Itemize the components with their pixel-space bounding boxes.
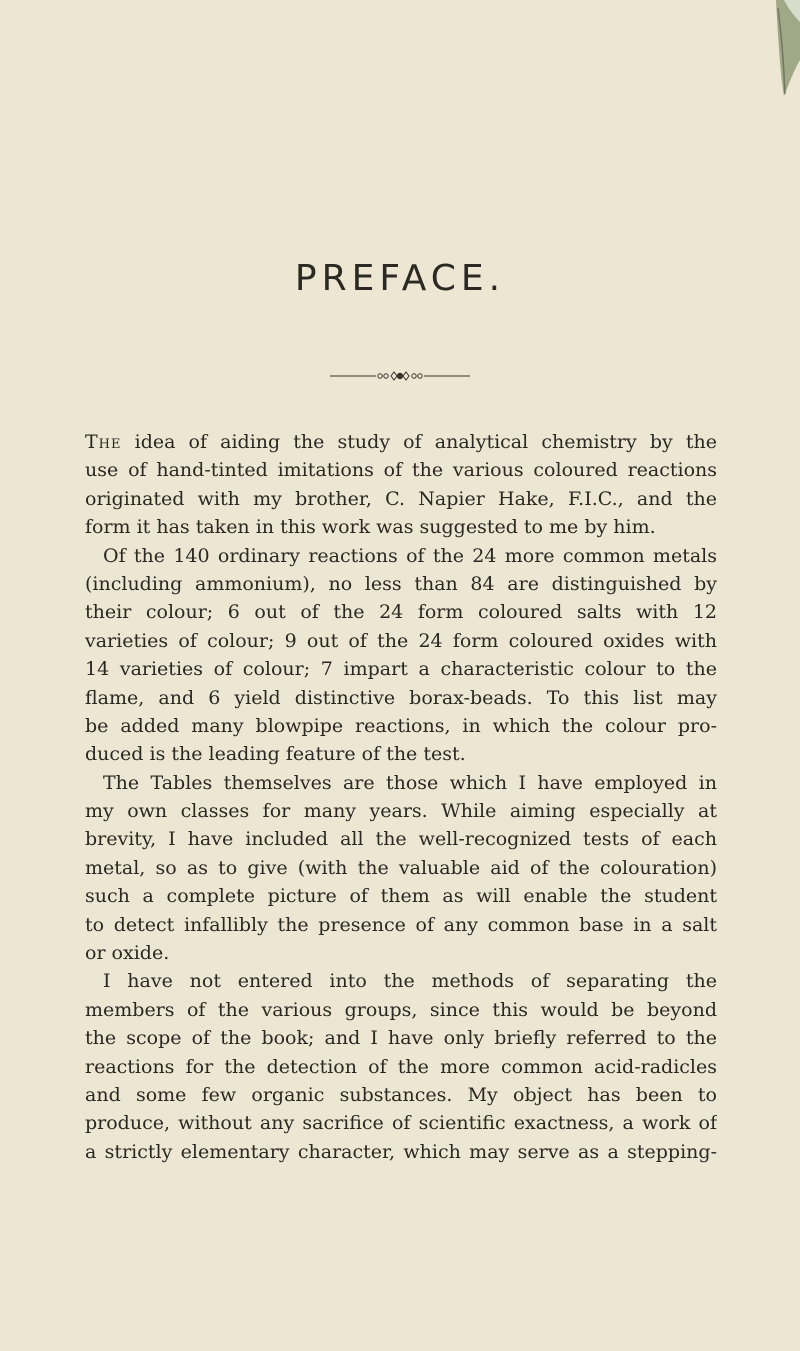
text-line: or oxide. — [85, 942, 170, 965]
text-line: members of the various groups, since this would be beyond — [85, 998, 717, 1021]
text-line: and some few organic substances. My object has been to — [85, 1083, 717, 1106]
text-line: 14 varieties of colour; 7 impart a characteristic colour to the — [85, 658, 717, 681]
text-line: produce, without any sacrifice of scientific exactness, a work of — [85, 1112, 717, 1135]
text-line: to detect infallibly the presence of any common base in a salt — [85, 913, 717, 936]
preface-body — [85, 428, 717, 1166]
text-line: The Tables themselves are those which I have employed in — [103, 771, 717, 794]
text-line: (including ammonium), no less than 84 are distinguished by — [85, 572, 717, 595]
text-line: the scope of the book; and I have only briefly referred to the — [85, 1027, 717, 1050]
text-line: I have not entered into the methods of separating the — [103, 970, 717, 993]
line-text: idea of aiding the study of analytical chemistry by the — [121, 431, 717, 453]
text-line: originated with my brother, C. Napier Hake, F.I.C., and the — [85, 487, 717, 510]
paragraph-3 — [85, 769, 717, 968]
text-line: such a complete picture of them as will enable the student — [85, 885, 717, 908]
text-line: brevity, I have included all the well-recognized tests of each — [85, 828, 717, 851]
text-line: a strictly elementary character, which may serve as a stepping- — [85, 1140, 717, 1163]
paragraph-4 — [85, 967, 717, 1166]
text-line: my own classes for many years. While aiming especially at — [85, 800, 717, 823]
lead-word: The — [85, 431, 122, 453]
text-line — [85, 428, 717, 456]
text-line: duced is the leading feature of the test. — [85, 743, 466, 766]
ornament-divider — [330, 371, 470, 381]
text-line: use of hand-tinted imitations of the various coloured reactions — [85, 459, 717, 482]
text-line: reactions for the detection of the more common acid-radicles — [85, 1055, 717, 1078]
page-title: PREFACE. — [294, 258, 506, 299]
text-line: Of the 140 ordinary reactions of the 24 more common metals — [103, 544, 717, 567]
text-line: form it has taken in this work was suggested to me by him. — [85, 516, 656, 539]
text-line: be added many blowpipe reactions, in which the colour pro- — [85, 714, 717, 737]
text-line: metal, so as to give (with the valuable aid of the colouration) — [85, 856, 717, 879]
text-line: varieties of colour; 9 out of the 24 form coloured oxides with — [85, 629, 717, 652]
text-line: their colour; 6 out of the 24 form coloured salts with 12 — [85, 601, 717, 624]
paragraph-2 — [85, 542, 717, 769]
text-line: flame, and 6 yield distinctive borax-beads. To this list may — [85, 686, 717, 709]
paragraph-1 — [85, 428, 717, 542]
page-corner-fold — [754, 0, 800, 100]
